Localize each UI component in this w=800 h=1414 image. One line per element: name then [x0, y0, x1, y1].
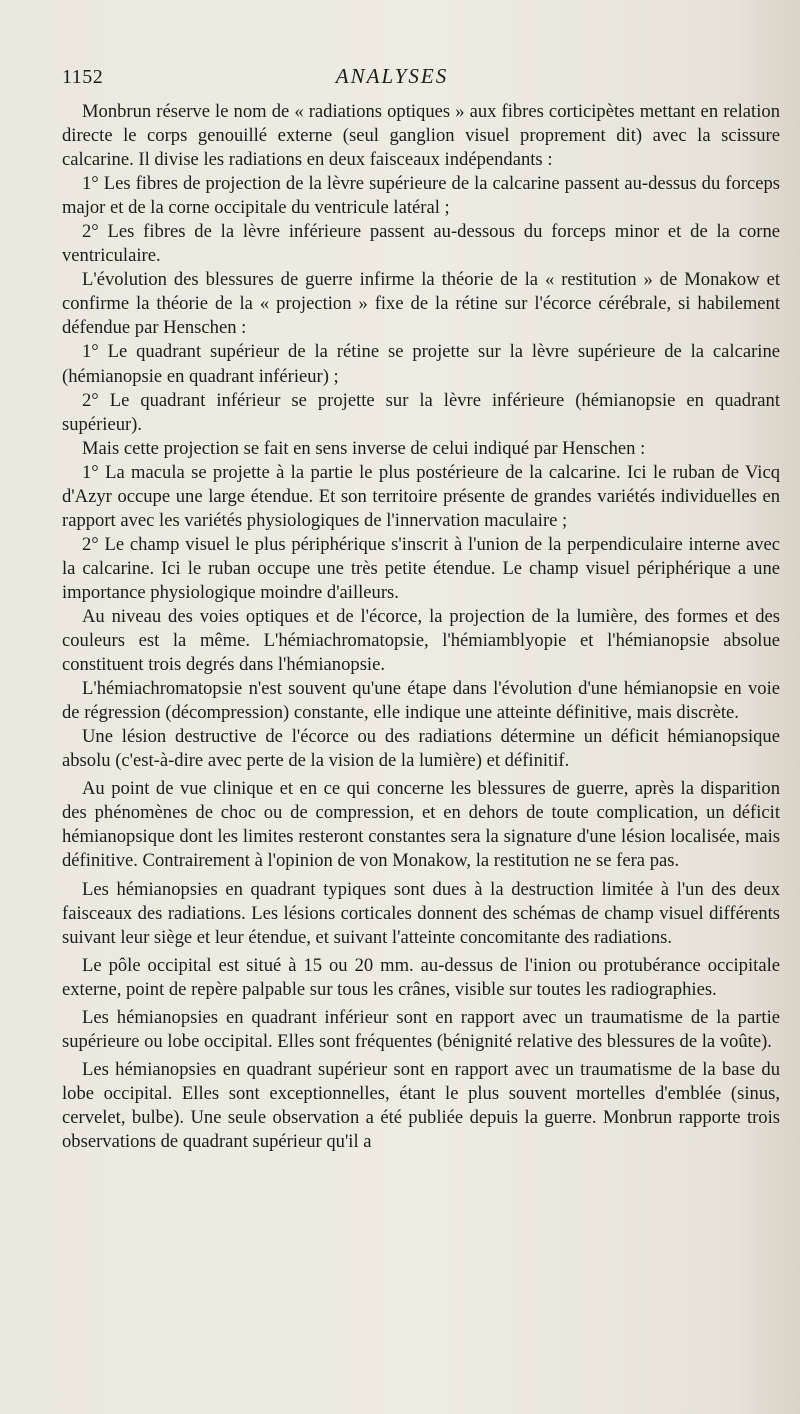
paragraph: 2° Le champ visuel le plus périphérique s'inscrit à l'union de la perpendiculaire interne avec la calcarine. Ici le ruban occupe une très petite étendue. Le champ visuel périphérique a une importance physiologique moindre d'ailleurs. — [62, 533, 780, 603]
paragraph: Une lésion destructive de l'écorce ou des radiations détermine un déficit hémianopsique absolu (c'est-à-dire avec perte de la vision de la lumière) et définitif. — [62, 726, 780, 772]
paragraph: Mais cette projection se fait en sens inverse de celui indiqué par Henschen : — [82, 437, 646, 459]
paragraph: Les hémianopsies en quadrant inférieur sont en rapport avec un traumatisme de la partie supérieure ou lobe occipital. Elles sont fréquentes (bénignité relative des blessures de la voûte). — [62, 1006, 780, 1052]
running-title: ANALYSES — [335, 64, 449, 88]
page-header — [62, 64, 782, 94]
body-text — [62, 100, 780, 1154]
paragraph: L'hémiachromatopsie n'est souvent qu'une étape dans l'évolution d'une hémianopsie en voie de régression (décompression) constante, elle indique une atteinte définitive, mais discrète. — [62, 678, 780, 724]
paragraph: Les hémianopsies en quadrant typiques sont dues à la destruction limitée à l'un des deux faisceaux des radiations. Les lésions corticales donnent des schémas de champ visuel différents suivant leur siège et leur étendue, et suivant l'atteinte concomitante des radiations. — [62, 878, 780, 948]
paragraph: 2° Les fibres de la lèvre inférieure passent au-dessous du forceps minor et de la corne ventriculaire. — [62, 221, 780, 267]
paragraph: 1° Le quadrant supérieur de la rétine se projette sur la lèvre supérieure de la calcarine (hémianopsie en quadrant inférieur) ; — [62, 341, 780, 387]
paragraph: Les hémianopsies en quadrant supérieur sont en rapport avec un traumatisme de la base du lobe occipital. Elles sont exceptionnelles, étant le plus souvent mortelles d'emblée (sinus, cervelet, bulbe). Une seule observation a été publiée depuis la guerre. Monbrun rapporte trois observations de quadrant supérieur qu'il a — [62, 1058, 780, 1152]
paragraph: Le pôle occipital est situé à 15 ou 20 mm. au-dessus de l'inion ou protubérance occipitale externe, point de repère palpable sur tous les crânes, visible sur toutes les radiographies. — [62, 954, 780, 1000]
paragraph: L'évolution des blessures de guerre infirme la théorie de la « restitution » de Monakow et confirme la théorie de la « projection » fixe de la rétine sur l'écorce cérébrale, si habilement défendue par Henschen : — [62, 269, 780, 339]
paragraph: Au niveau des voies optiques et de l'écorce, la projection de la lumière, des formes et des couleurs est la même. L'hémiachromatopsie, l'hémiamblyopie et l'hémianopsie absolue constituent trois degrés dans l'hémianopsie. — [62, 605, 780, 676]
paragraph: 1° Les fibres de projection de la lèvre supérieure de la calcarine passent au-dessus du forceps major et de la corne occipitale du ventricule latéral ; — [62, 173, 780, 219]
paragraph: Au point de vue clinique et en ce qui concerne les blessures de guerre, après la disparition des phénomènes de choc ou de compression, et en dehors de toute complication, un déficit hémianopsique dont les limites resteront constantes sera la signature d'une lésion localisée, mais définitive. Contrairement à l'opinion de von Monakow, la restitution ne se fera pas. — [62, 778, 780, 872]
page-number: 1152 — [62, 66, 104, 88]
paragraph: Monbrun réserve le nom de « radiations optiques » aux fibres corticipètes mettant en relation directe le corps genouillé externe (seul ganglion visuel proprement dit) avec la scissure calcarine. Il divise les radiations en deux faisceaux indépendants : — [62, 101, 780, 171]
paragraph: 1° La macula se projette à la partie le plus postérieure de la calcarine. Ici le ruban de Vicq d'Azyr occupe une large étendue. Et son territoire présente de grandes variétés individuelles en rapport avec les variétés physiologiques de l'innervation maculaire ; — [62, 461, 780, 531]
paragraph: 2° Le quadrant inférieur se projette sur la lèvre inférieure (hémianopsie en quadrant supérieur). — [62, 389, 780, 435]
